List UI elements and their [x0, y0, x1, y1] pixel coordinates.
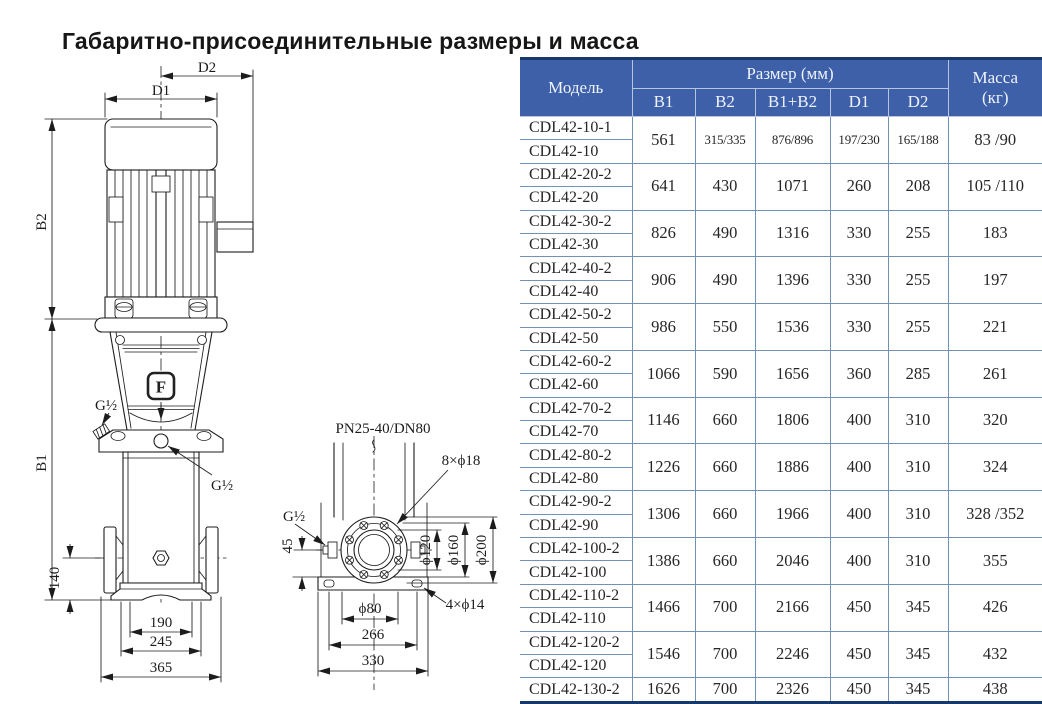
mass-cell: 355: [948, 538, 1042, 585]
d2-cell: 345: [888, 631, 948, 678]
b2-cell: 700: [695, 631, 755, 678]
dim-label-g-upper: G½: [95, 398, 118, 414]
model-cell: CDL42-20: [520, 187, 632, 210]
d2-cell: 285: [888, 350, 948, 397]
mass-cell: 221: [948, 304, 1042, 351]
b1-cell: 906: [632, 257, 695, 304]
b2-cell: 660: [695, 538, 755, 585]
table-row: [520, 678, 1042, 702]
table-row: [520, 117, 1042, 140]
b1b2-cell: 1536: [755, 304, 830, 351]
b1b2-cell: 2246: [755, 631, 830, 678]
model-cell: CDL42-110-2: [520, 584, 632, 607]
model-cell: CDL42-10-1: [529, 119, 612, 137]
b2-cell: 700: [695, 678, 755, 702]
dim-label-190: 190: [149, 615, 173, 631]
col-header-model: Модель: [520, 59, 632, 117]
table-row: [520, 584, 1042, 607]
dimensions-table: [520, 57, 1042, 704]
dim-label-phi160: ϕ160: [446, 534, 462, 566]
d2-cell: 208: [888, 163, 948, 210]
b1-cell: 641: [632, 163, 695, 210]
model-cell: CDL42-120-2: [520, 631, 632, 654]
model-cell: CDL42-40-2: [520, 257, 632, 280]
dim-label-45: 45: [280, 538, 296, 554]
d2-cell: 310: [888, 397, 948, 444]
dim-label-d2: D2: [197, 60, 217, 76]
b2-cell: 550: [695, 304, 755, 351]
d2-cell: 255: [888, 304, 948, 351]
dim-label-phi120: ϕ120: [418, 534, 434, 566]
d1-cell: 197/230: [830, 117, 888, 164]
mass-cell: 426: [948, 584, 1042, 631]
pump-dimension-drawing: [0, 0, 520, 703]
b1b2-cell: 876/896: [755, 117, 830, 164]
d1-cell: 330: [830, 257, 888, 304]
mass-cell: 83 /90: [948, 117, 1042, 164]
b1b2-cell: 1966: [755, 491, 830, 538]
b2-cell: 660: [695, 444, 755, 491]
col-header-size-group: Размер (мм): [632, 59, 948, 89]
b1-cell: 1466: [632, 584, 695, 631]
model-cell: CDL42-100: [520, 561, 632, 584]
model-cell: CDL42-60: [520, 374, 632, 397]
col-header-d2: D2: [888, 89, 948, 117]
model-cell: CDL42-60-2: [520, 350, 632, 373]
b2-cell: 315/335: [695, 117, 755, 164]
b1b2-cell: 2166: [755, 584, 830, 631]
dim-label-g-lower: G½: [211, 478, 234, 494]
table-row: [520, 631, 1042, 654]
b2-cell: 700: [695, 584, 755, 631]
d1-cell: 400: [830, 491, 888, 538]
dim-label-g-flange: G½: [283, 509, 306, 525]
dim-label-245: 245: [149, 634, 173, 650]
d1-cell: 260: [830, 163, 888, 210]
b1b2-cell: 1886: [755, 444, 830, 491]
dim-label-330: 330: [361, 653, 385, 669]
model-cell: CDL42-80: [520, 467, 632, 490]
b2-cell: 660: [695, 397, 755, 444]
dim-label-140: 140: [47, 566, 63, 590]
model-cell: CDL42-50: [520, 327, 632, 350]
table-row: [520, 397, 1042, 420]
model-cell: CDL42-30: [520, 233, 632, 256]
page-title: Габаритно-присоединительные размеры и масса: [62, 28, 639, 55]
col-header-b2: B2: [695, 89, 755, 117]
b1b2-cell: 1656: [755, 350, 830, 397]
b1-cell: 1306: [632, 491, 695, 538]
d1-cell: 450: [830, 631, 888, 678]
pump-front-view: [93, 66, 253, 604]
b1-cell: 1146: [632, 397, 695, 444]
model-cell: CDL42-40: [520, 280, 632, 303]
priming-port: [154, 434, 168, 448]
brand-logo-letter: F: [155, 377, 167, 397]
d1-cell: 450: [830, 678, 888, 702]
dim-label-pn: PN25-40/DN80: [335, 421, 431, 437]
dim-label-365: 365: [149, 660, 173, 676]
model-cell: CDL42-70: [520, 421, 632, 444]
d2-cell: 310: [888, 444, 948, 491]
b1-cell: 1546: [632, 631, 695, 678]
table-row: [520, 163, 1042, 186]
b2-cell: 660: [695, 491, 755, 538]
model-cell: CDL42-90: [520, 514, 632, 537]
b1b2-cell: 1806: [755, 397, 830, 444]
col-header-b1b2: B1+B2: [755, 89, 830, 117]
model-cell: CDL42-110: [520, 608, 632, 631]
b2-cell: 430: [695, 163, 755, 210]
table-row: [520, 304, 1042, 327]
table-row: [520, 444, 1042, 467]
mass-cell: 432: [948, 631, 1042, 678]
mass-cell: 324: [948, 444, 1042, 491]
b1b2-cell: 2046: [755, 538, 830, 585]
dimensions-table-wrap: [520, 57, 1042, 704]
model-cell: CDL42-90-2: [520, 491, 632, 514]
b1-cell: 1066: [632, 350, 695, 397]
flange-view: [316, 436, 432, 690]
b1-cell: 561: [632, 117, 695, 164]
dim-label-b1: B1: [34, 454, 50, 472]
d1-cell: 400: [830, 397, 888, 444]
dim-label-phi80: ϕ80: [358, 601, 382, 617]
mass-cell: 183: [948, 210, 1042, 257]
d1-cell: 400: [830, 444, 888, 491]
d1-cell: 450: [830, 584, 888, 631]
d2-cell: 345: [888, 584, 948, 631]
model-cell: CDL42-120: [520, 654, 632, 677]
table-row: [520, 210, 1042, 233]
dim-label-4xphi14: 4×ϕ14: [445, 597, 485, 613]
model-cell: CDL42-70-2: [520, 397, 632, 420]
b2-cell: 590: [695, 350, 755, 397]
model-cell: CDL42-30-2: [520, 210, 632, 233]
col-header-mass-line2: (кг): [981, 88, 1009, 107]
d2-cell: 345: [888, 678, 948, 702]
dim-label-phi200: ϕ200: [474, 534, 490, 566]
table-row: [520, 257, 1042, 280]
dim-label-266: 266: [361, 627, 385, 643]
dim-label-8xphi18: 8×ϕ18: [441, 453, 481, 469]
model-cell: CDL42-130-2: [520, 678, 632, 702]
d1-cell: 330: [830, 304, 888, 351]
table-row: [520, 491, 1042, 514]
table-row: [520, 350, 1042, 373]
col-header-mass: [948, 59, 1042, 117]
mass-cell: 261: [948, 350, 1042, 397]
b1b2-cell: 1396: [755, 257, 830, 304]
model-cell: CDL42-10: [520, 140, 632, 163]
b1b2-cell: 2326: [755, 678, 830, 702]
d2-cell: 165/188: [888, 117, 948, 164]
mass-cell: 320: [948, 397, 1042, 444]
col-header-mass-line1: Масса: [972, 67, 1019, 87]
b1-cell: 1386: [632, 538, 695, 585]
col-header-d1: D1: [830, 89, 888, 117]
mass-cell: 197: [948, 257, 1042, 304]
b1b2-cell: 1071: [755, 163, 830, 210]
dim-label-d1: D1: [151, 83, 171, 99]
mass-cell: 105 /110: [948, 163, 1042, 210]
d2-cell: 310: [888, 538, 948, 585]
b1-cell: 1626: [632, 678, 695, 702]
model-cell: CDL42-80-2: [520, 444, 632, 467]
b2-cell: 490: [695, 210, 755, 257]
d2-cell: 310: [888, 491, 948, 538]
b1b2-cell: 1316: [755, 210, 830, 257]
model-cell: CDL42-50-2: [520, 304, 632, 327]
b2-cell: 490: [695, 257, 755, 304]
d1-cell: 400: [830, 538, 888, 585]
table-row: [520, 538, 1042, 561]
model-cell: CDL42-100-2: [520, 538, 632, 561]
junction-box: [217, 222, 253, 252]
b1-cell: 1226: [632, 444, 695, 491]
d1-cell: 360: [830, 350, 888, 397]
d1-cell: 330: [830, 210, 888, 257]
mass-cell: 438: [948, 678, 1042, 702]
b1-cell: 986: [632, 304, 695, 351]
mass-cell: 328 /352: [948, 491, 1042, 538]
dim-label-b2: B2: [34, 213, 50, 231]
b1-cell: 826: [632, 210, 695, 257]
d2-cell: 255: [888, 210, 948, 257]
d2-cell: 255: [888, 257, 948, 304]
col-header-b1: B1: [632, 89, 695, 117]
model-cell: CDL42-20-2: [520, 163, 632, 186]
